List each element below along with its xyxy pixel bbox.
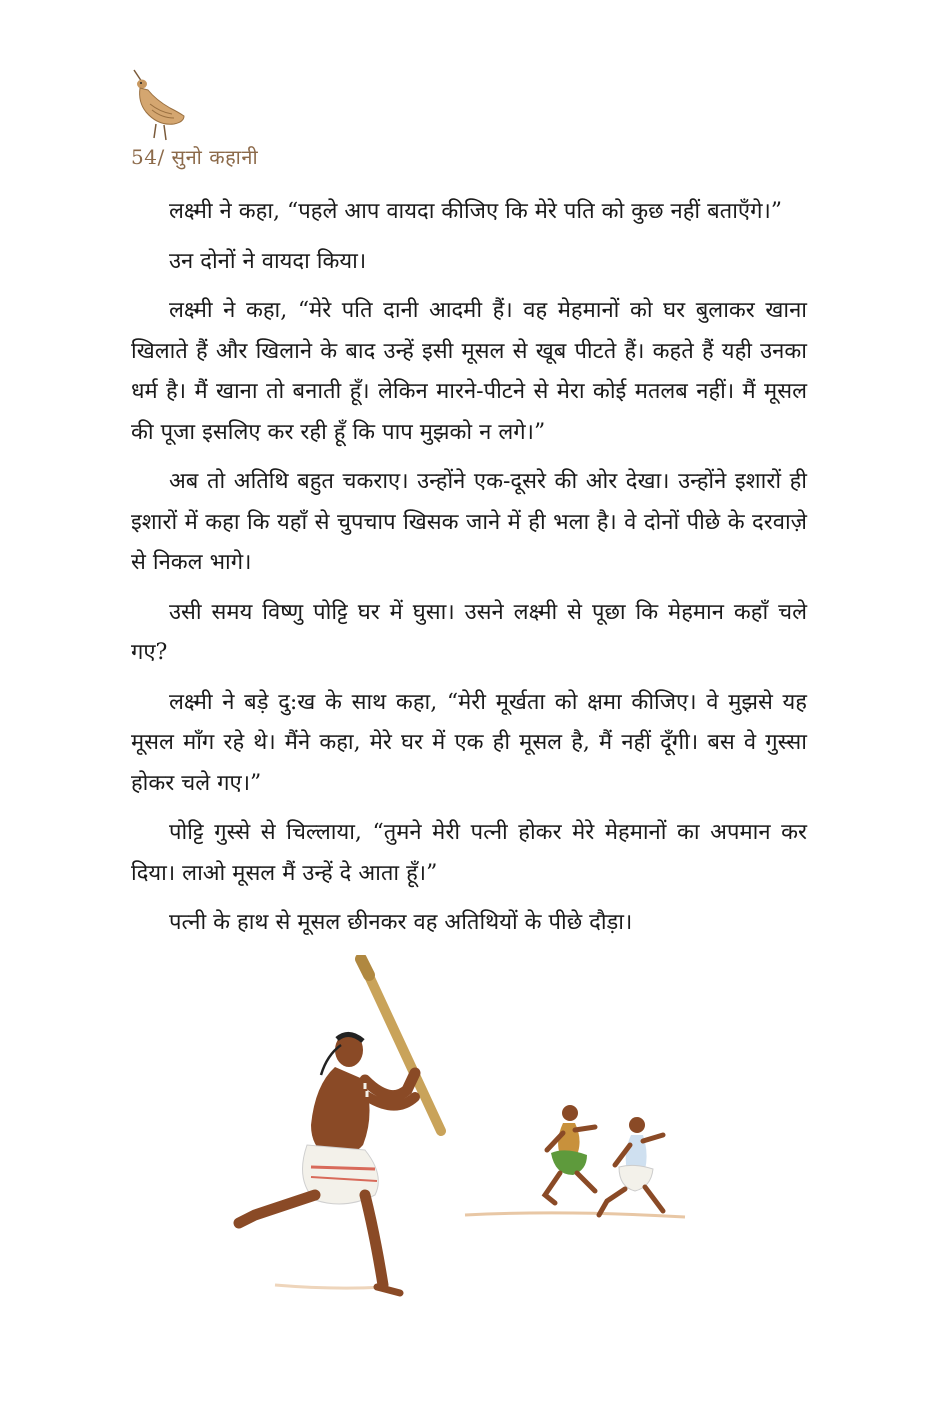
story-text	[131, 192, 807, 953]
paragraph-7: पोट्टि गुस्से से चिल्लाया, “तुमने मेरी पत्नी होकर मेरे मेहमानों का अपमान कर दिया। लाओ मूसल मैं उन्हें दे आता हूँ।”	[131, 820, 807, 886]
paragraph-6: लक्ष्मी ने बड़े दु:ख के साथ कहा, “मेरी मूर्खता को क्षमा कीजिए। वे मुझसे यह मूसल माँग रहे थे। मैंने कहा, मेरे घर में एक ही मूसल है, मैं नहीं दूँगी। बस वे गुस्सा होकर चले गए।”	[131, 689, 807, 796]
paragraph-3: लक्ष्मी ने कहा, “मेरे पति दानी आदमी हैं। वह मेहमानों को घर बुलाकर खाना खिलाते हैं और खिलाने के बाद उन्हें इसी मूसल से खूब पीटते हैं। कहते हैं यही उनका धर्म है। मैं खाना तो बनाती हूँ। लेकिन मारने-पीटने से मेरा कोई मतलब नहीं। मैं मूसल की पूजा इसलिए कर रही हूँ कि पाप मुझको न लगे।”	[131, 298, 807, 445]
bird-illustration	[128, 68, 188, 144]
fleeing-guest-green	[545, 1105, 595, 1203]
page-header	[131, 143, 258, 170]
running-man	[239, 1033, 415, 1293]
paragraph-2: उन दोनों ने वायदा किया।	[169, 248, 367, 274]
page-number: 54/	[131, 145, 165, 169]
paragraph-1: लक्ष्मी ने कहा, “पहले आप वायदा कीजिए कि मेरे पति को कुछ नहीं बताएँगे।”	[169, 199, 783, 224]
book-title: सुनो कहानी	[171, 145, 259, 169]
paragraph-8: पत्नी के हाथ से मूसल छीनकर वह अतिथियों के पीछे दौड़ा।	[169, 910, 633, 935]
paragraph-4: अब तो अतिथि बहुत चकराए। उन्होंने एक-दूसरे की ओर देखा। उन्होंने इशारों ही इशारों में कहा कि यहाँ से चुपचाप खिसक जाने में ही भला है। वे दोनों पीछे के दरवाज़े से निकल भागे।	[131, 469, 807, 575]
fleeing-guest-white	[599, 1117, 663, 1215]
man-chasing-guests-illustration	[215, 955, 705, 1305]
paragraph-5: उसी समय विष्णु पोट्टि घर में घुसा। उसने लक्ष्मी से पूछा कि मेहमान कहाँ चले गए?	[131, 599, 807, 665]
